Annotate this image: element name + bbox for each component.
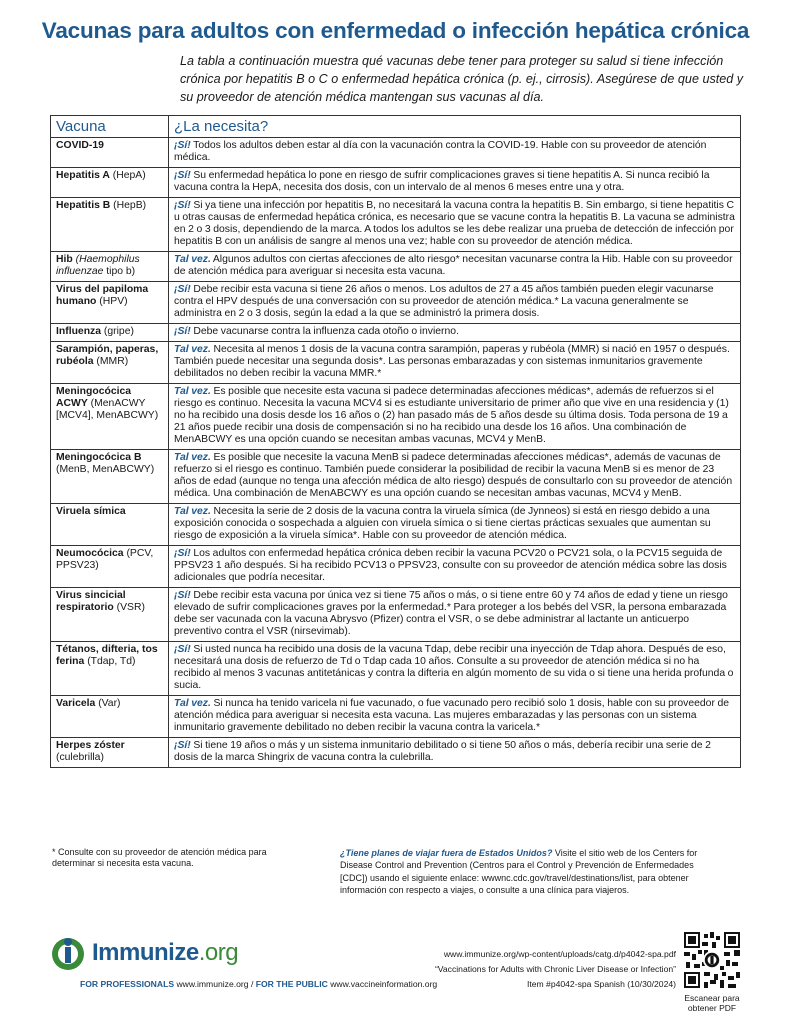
- vaccine-name-cell: [51, 738, 169, 768]
- vaccine-abbreviation: (VSR): [116, 602, 145, 613]
- vaccine-abbreviation: tipo b): [106, 266, 136, 277]
- vaccine-name: Hib: [56, 254, 73, 265]
- recommendation-cell: [169, 546, 741, 588]
- reference-url[interactable]: www.immunize.org/wp-content/uploads/catg.d/p4042-spa.pdf: [443, 949, 676, 959]
- table-header-row: [51, 116, 741, 138]
- vaccine-name: Hepatitis B: [56, 200, 111, 211]
- recommendation-tag: ¡Sí!: [174, 200, 191, 211]
- pro-url[interactable]: www.immunize.org /: [174, 979, 256, 989]
- table-row: [51, 324, 741, 342]
- vaccine-abbreviation: (culebrilla): [56, 752, 104, 763]
- vaccine-name-italic: (Haemophilus influenzae: [56, 254, 140, 277]
- table-row: [51, 696, 741, 738]
- vaccine-name: Virus sincicial respiratorio: [56, 590, 126, 613]
- table-row: [51, 642, 741, 696]
- pro-label: FOR PROFESSIONALS: [80, 979, 175, 989]
- table-row: [51, 138, 741, 168]
- travel-question: ¿Tiene planes de viajar fuera de Estados Unidos?: [340, 848, 553, 858]
- item-number: Item #p4042-spa Spanish (10/30/2024): [526, 979, 676, 989]
- vaccine-abbreviation: (gripe): [103, 326, 134, 337]
- recommendation-cell: [169, 168, 741, 198]
- recommendation-text: Si usted nunca ha recibido una dosis de la vacuna Tdap, debe recibir una inyección de Tdap ahora. Después de eso, necesitará una dosis de refuerzo de Td o Tdap cada 10 años. Consulte a su proveedor de atención médica si no ha recibido al menos 3 vacunas antitetánicas y contra la difteria en algún momento de su vida o si tiene una herida profunda o sucia.: [174, 644, 734, 691]
- vaccine-name: Tétanos, difteria, tos ferina: [56, 644, 158, 667]
- recommendation-cell: [169, 138, 741, 168]
- vaccine-abbreviation: (MenB, MenABCWY): [56, 464, 155, 475]
- vaccine-abbreviation: (PCV, PPSV23): [56, 548, 154, 571]
- recommendation-cell: [169, 342, 741, 384]
- table-row: [51, 384, 741, 450]
- recommendation-text: Si tiene 19 años o más y un sistema inmunitario debilitado o si tiene 50 años o más, debería recibir una serie de 2 dosis de la marca Shingrix de vacuna contra la culebrilla.: [174, 740, 711, 763]
- table-row: [51, 342, 741, 384]
- recommendation-tag: ¡Sí!: [174, 590, 191, 601]
- vaccine-name: Virus del papiloma humano: [56, 284, 149, 307]
- recommendation-cell: [169, 696, 741, 738]
- vaccine-name: COVID-19: [56, 140, 104, 151]
- table-row: [51, 504, 741, 546]
- recommendation-tag: Tal vez.: [174, 386, 211, 397]
- vaccine-abbreviation: (MMR): [96, 356, 129, 367]
- vaccine-name: Meningocócica B: [56, 452, 142, 463]
- vaccine-name-cell: [51, 642, 169, 696]
- table-row: [51, 450, 741, 504]
- vaccine-name: Influenza: [56, 326, 102, 337]
- recommendation-cell: [169, 504, 741, 546]
- vaccine-name-cell: [51, 588, 169, 642]
- vaccine-abbreviation: (MenACWY [MCV4], MenABCWY): [56, 398, 159, 421]
- immunize-logo-icon: [50, 934, 86, 972]
- vaccine-name-cell: [51, 138, 169, 168]
- recommendation-text: Es posible que necesite esta vacuna si padece determinadas afecciones médicas*, además de refuerzos si el riesgo es continuo. Necesita la vacuna MCV4 si es estudiante universitario de primer año que vive en una residencia y (1) no ha recibido una dosis desde los 16 años o (2) han pasado más de 5 años desde su última dosis. Toda persona de 19 a 21 años puede recibir una dosis de compensación si no ha recibido una desde los 16 años. Una combinación de MenABCWY es una opción cuando se necesitan ambas vacunas, MCV4 y MenB.: [174, 386, 729, 445]
- footer-links: [80, 979, 437, 989]
- recommendation-cell: [169, 252, 741, 282]
- reference-english-title: “Vaccinations for Adults with Chronic Liver Disease or Infection”: [434, 964, 676, 974]
- recommendation-tag: ¡Sí!: [174, 284, 191, 295]
- vaccine-name-cell: [51, 696, 169, 738]
- vaccine-abbreviation: (Tdap, Td): [87, 656, 136, 667]
- vaccine-abbreviation: (HepB): [113, 200, 147, 211]
- table-row: [51, 198, 741, 252]
- recommendation-tag: Tal vez.: [174, 698, 211, 709]
- travel-note: [340, 847, 720, 896]
- table-row: [51, 588, 741, 642]
- recommendation-text: Debe recibir esta vacuna si tiene 26 años o menos. Los adultos de 27 a 45 años también pueden elegir vacunarse contra el HPV después de una conversación con su proveedor de atención médica.* La vacuna generalmente se administra en 2 o 3 dosis, según la edad a la que se administró la primera dosis.: [174, 284, 714, 319]
- recommendation-tag: Tal vez.: [174, 452, 211, 463]
- vaccine-name-cell: [51, 324, 169, 342]
- header-vaccine: Vacuna: [51, 116, 169, 138]
- vaccine-name: Varicela: [56, 698, 96, 709]
- recommendation-cell: [169, 282, 741, 324]
- vaccine-name-cell: [51, 546, 169, 588]
- page-title: Vacunas para adultos con enfermedad o infección hepática crónica: [41, 18, 750, 43]
- recommendation-text: Necesita al menos 1 dosis de la vacuna contra sarampión, paperas y rubéola (MMR) si nació en 1957 o después. También puede necesitar una segunda dosis*. Las personas embarazadas y con sistemas inmunitarios gravemente debilitados no deben recibir la vacuna MMR.*: [174, 344, 730, 379]
- recommendation-text: Si ya tiene una infección por hepatitis B, no necesitará la vacuna contra la hepatitis B. Sin embargo, si tiene hepatitis C u otras causas de enfermedad hepática crónica, es necesario que se vacune contra la hepatitis B. La vacuna se administra en 2 o 3 dosis, dependiendo de la marca. A todos los adultos se les debe realizar una prueba de detección de infección por hepatitis B con un análisis de sangre al menos una vez; hable con su proveedor de atención médica.: [174, 200, 735, 247]
- public-label: FOR THE PUBLIC: [255, 979, 328, 989]
- recommendation-tag: ¡Sí!: [174, 644, 191, 655]
- qr-code-icon[interactable]: [684, 932, 740, 988]
- vaccine-abbreviation: (HepA): [112, 170, 146, 181]
- vaccine-name-cell: [51, 450, 169, 504]
- vaccine-name: Viruela símica: [56, 506, 126, 517]
- vaccine-name-cell: [51, 282, 169, 324]
- vaccine-abbreviation: (Var): [98, 698, 121, 709]
- recommendation-tag: ¡Sí!: [174, 140, 191, 151]
- vaccine-name-cell: [51, 198, 169, 252]
- vaccine-name: Hepatitis A: [56, 170, 110, 181]
- recommendation-cell: [169, 198, 741, 252]
- recommendation-cell: [169, 642, 741, 696]
- table-row: [51, 168, 741, 198]
- recommendation-text: Los adultos con enfermedad hepática crónica deben recibir la vacuna PCV20 o PCV21 sola, o la PCV15 seguida de PPSV23 1 año después. Si ha recibido PCV13 o PPSV23, consulte con su proveedor de atención médica sobre las dosis adicionales que podría necesitar.: [174, 548, 727, 583]
- recommendation-text: Todos los adultos deben estar al día con la vacunación contra la COVID-19. Hable con su proveedor de atención médica.: [174, 140, 707, 163]
- vaccine-name-cell: [51, 252, 169, 282]
- vaccine-name-cell: [51, 504, 169, 546]
- intro-text: La tabla a continuación muestra qué vacunas debe tener para proteger su salud si tiene infección crónica por hepatitis B o C o enfermedad hepática crónica (p. ej., cirrosis). Asegúrese de que usted y su proveedor de atención médica mantengan sus vacunas al día.: [180, 54, 744, 104]
- recommendation-cell: [169, 588, 741, 642]
- header-need: ¿La necesita?: [169, 116, 741, 138]
- logo-wordmark: Immunize.org: [92, 939, 239, 966]
- vaccine-name: Herpes zóster: [56, 740, 125, 751]
- recommendation-cell: [169, 324, 741, 342]
- recommendation-text: Es posible que necesite la vacuna MenB si padece determinadas afecciones médicas*, además de vacunas de refuerzo si el riesgo es continuo. También puede considerar la posibilidad de recibir la vacuna MenB si es menor de 23 años de edad (aunque no tenga una afección médica de alto riesgo) después de consultarlo con su proveedor de atención médica. Una combinación de MenABCWY es una opción cuando se necesitan ambas vacunas, MCV4 y MenB.: [174, 452, 733, 499]
- recommendation-cell: [169, 450, 741, 504]
- vaccine-name-cell: [51, 384, 169, 450]
- immunize-logo: [50, 933, 238, 973]
- recommendation-tag: ¡Sí!: [174, 326, 191, 337]
- reference-info: [400, 947, 676, 977]
- footnote: * Consulte con su proveedor de atención médica para determinar si necesita esta vacuna.: [52, 847, 267, 868]
- recommendation-cell: [169, 738, 741, 768]
- recommendation-text: Debe recibir esta vacuna por única vez si tiene 75 años o más, o si tiene entre 60 y 74 años de edad y tiene un riesgo elevado de sufrir complicaciones graves por la enfermedad.* Para proteger a los bebés del VSR, la persona embarazada debe ser vacunada con la vacuna Abrysvo (Pfizer) contra el VSR, o se debe administrar al lactante un anticuerpo preventivo contra el VSR (nirsevimab).: [174, 590, 728, 637]
- table-row: [51, 282, 741, 324]
- vaccine-name-cell: [51, 168, 169, 198]
- vaccine-abbreviation: (HPV): [99, 296, 128, 307]
- recommendation-tag: Tal vez.: [174, 506, 211, 517]
- table-row: [51, 738, 741, 768]
- vaccine-name: Meningocócica ACWY: [56, 386, 132, 409]
- recommendation-cell: [169, 384, 741, 450]
- table-row: [51, 252, 741, 282]
- recommendation-tag: ¡Sí!: [174, 170, 191, 181]
- recommendation-tag: ¡Sí!: [174, 548, 191, 559]
- recommendation-tag: Tal vez.: [174, 254, 211, 265]
- vaccine-table: [50, 115, 741, 768]
- vaccine-name-cell: [51, 342, 169, 384]
- public-url[interactable]: www.vaccineinformation.org: [327, 979, 438, 989]
- vaccine-name: Sarampión, paperas, rubéola: [56, 344, 159, 367]
- recommendation-text: Algunos adultos con ciertas afecciones de alto riesgo* necesitan vacunarse contra la Hib. Hable con su proveedor de atención médica para averiguar si necesita esta vacuna.: [174, 254, 733, 277]
- scan-label: Escanear para obtener PDF: [684, 993, 740, 1013]
- vaccine-name: Neumocócica: [56, 548, 124, 559]
- table-row: [51, 546, 741, 588]
- travel-text: Visite el sitio web de los Centers for Disease Control and Prevention (Centros para el Control y Prevención de Enfermedades [CDC]) usando el siguiente enlace: wwwnc.cdc.gov/travel/destinations/list, para obtener información con respecto a viajes, o consulte a una clínica para viajeros.: [340, 848, 698, 895]
- recommendation-tag: ¡Sí!: [174, 740, 191, 751]
- recommendation-text: Si nunca ha tenido varicela ni fue vacunado, o fue vacunado pero recibió solo 1 dosis, hable con su proveedor de atención médica para averiguar si necesita esta vacuna. Las mujeres embarazadas y las personas con un sistema inmunitario gravemente debilitado no deben recibir la vacuna contra la varicela.*: [174, 698, 730, 733]
- recommendation-tag: Tal vez.: [174, 344, 211, 355]
- recommendation-text: Debe vacunarse contra la influenza cada otoño o invierno.: [190, 326, 459, 337]
- recommendation-text: Su enfermedad hepática lo pone en riesgo de sufrir complicaciones graves si tiene hepatitis A. Si nunca recibió la vacuna contra la HepA, necesita dos dosis, con un intervalo de al menos 6 meses entre una y otra.: [174, 170, 710, 193]
- recommendation-text: Necesita la serie de 2 dosis de la vacuna contra la viruela símica (de Jynneos) si está en riesgo debido a una exposición conocida o sospechada a alguien con viruela símica o si tiene ciertas prácticas sexuales que aumentan su riesgo de exposición a la viruela símica*. Hable con su proveedor de atención médica.: [174, 506, 711, 541]
